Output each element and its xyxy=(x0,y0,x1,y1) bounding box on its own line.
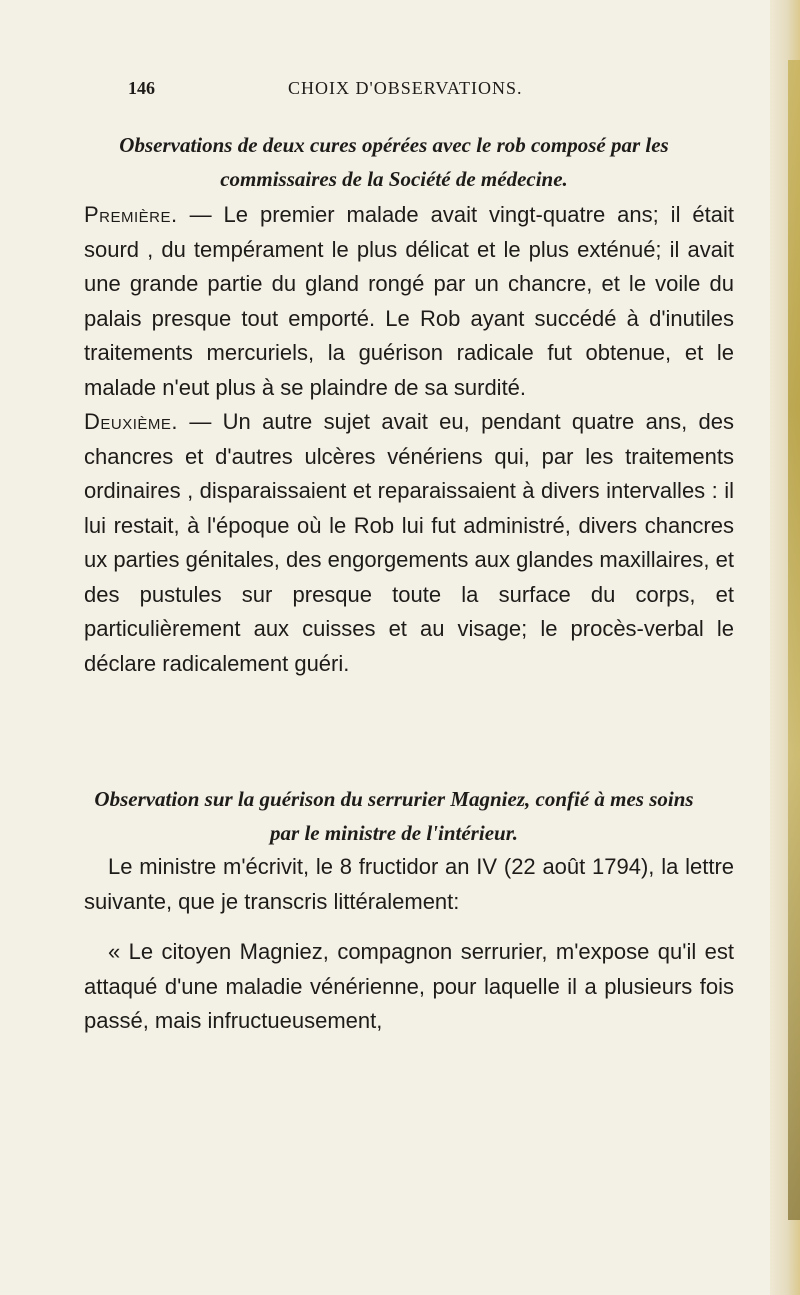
paragraph-text-deuxieme: — Un autre sujet avait eu, pendant quatre ans, des chancres et d'autres ulcères vénériens qui, par les traitements ordinaires , disparaissaient et reparaissaient à divers intervalles : il lui restait, à l'époque où le Rob lui fut administré, divers chancres ux parties génitales, des engorgements aux glandes maxillaires, et des pustules sur presque toute la surface du corps, et particulièrement aux cuisses et au visage; le procès-verbal le déclare radicalement guéri. xyxy=(84,409,734,676)
section-body-observations xyxy=(84,198,734,681)
page-header xyxy=(128,78,688,108)
paragraph-letter: « Le citoyen Magniez, compagnon serrurier, m'expose qu'il est attaqué d'une maladie vénérienne, pour laquelle il a plusieurs fois passé, mais infructueusement, xyxy=(84,939,734,1033)
running-title: CHOIX D'OBSERVATIONS. xyxy=(288,78,523,98)
paragraph-ministre: Le ministre m'écrivit, le 8 fructidor an IV (22 août 1794), la lettre suivante, que je transcris littéralement: xyxy=(84,854,734,914)
next-page-edge xyxy=(788,60,800,1220)
paragraph-text-premiere: — Le premier malade avait vingt-quatre ans; il était sourd , du tempérament le plus délicat et le plus exténué; il avait une grande partie du gland rongé par un chancre, et le voile du palais presque tout emporté. Le Rob ayant succédé à d'inutiles traitements mercuriels, la guérison radicale fut obtenue, et le malade n'eut plus à se plaindre de sa surdité. xyxy=(84,202,734,400)
section-title-observations: Observations de deux cures opérées avec le rob composé par les commissaires de la Société de médecine. xyxy=(119,133,669,191)
paragraph-premiere xyxy=(84,198,734,405)
page-number: 146 xyxy=(128,78,155,98)
section-title-magniez: Observation sur la guérison du serrurier Magniez, confié à mes soins par le ministre de l'intérieur. xyxy=(94,787,694,845)
section-body-magniez xyxy=(84,850,734,1039)
paragraph-lead-premiere: Première. xyxy=(84,202,178,227)
paragraph-lead-deuxieme: Deuxième. xyxy=(84,409,179,434)
paragraph-deuxieme xyxy=(84,405,734,681)
